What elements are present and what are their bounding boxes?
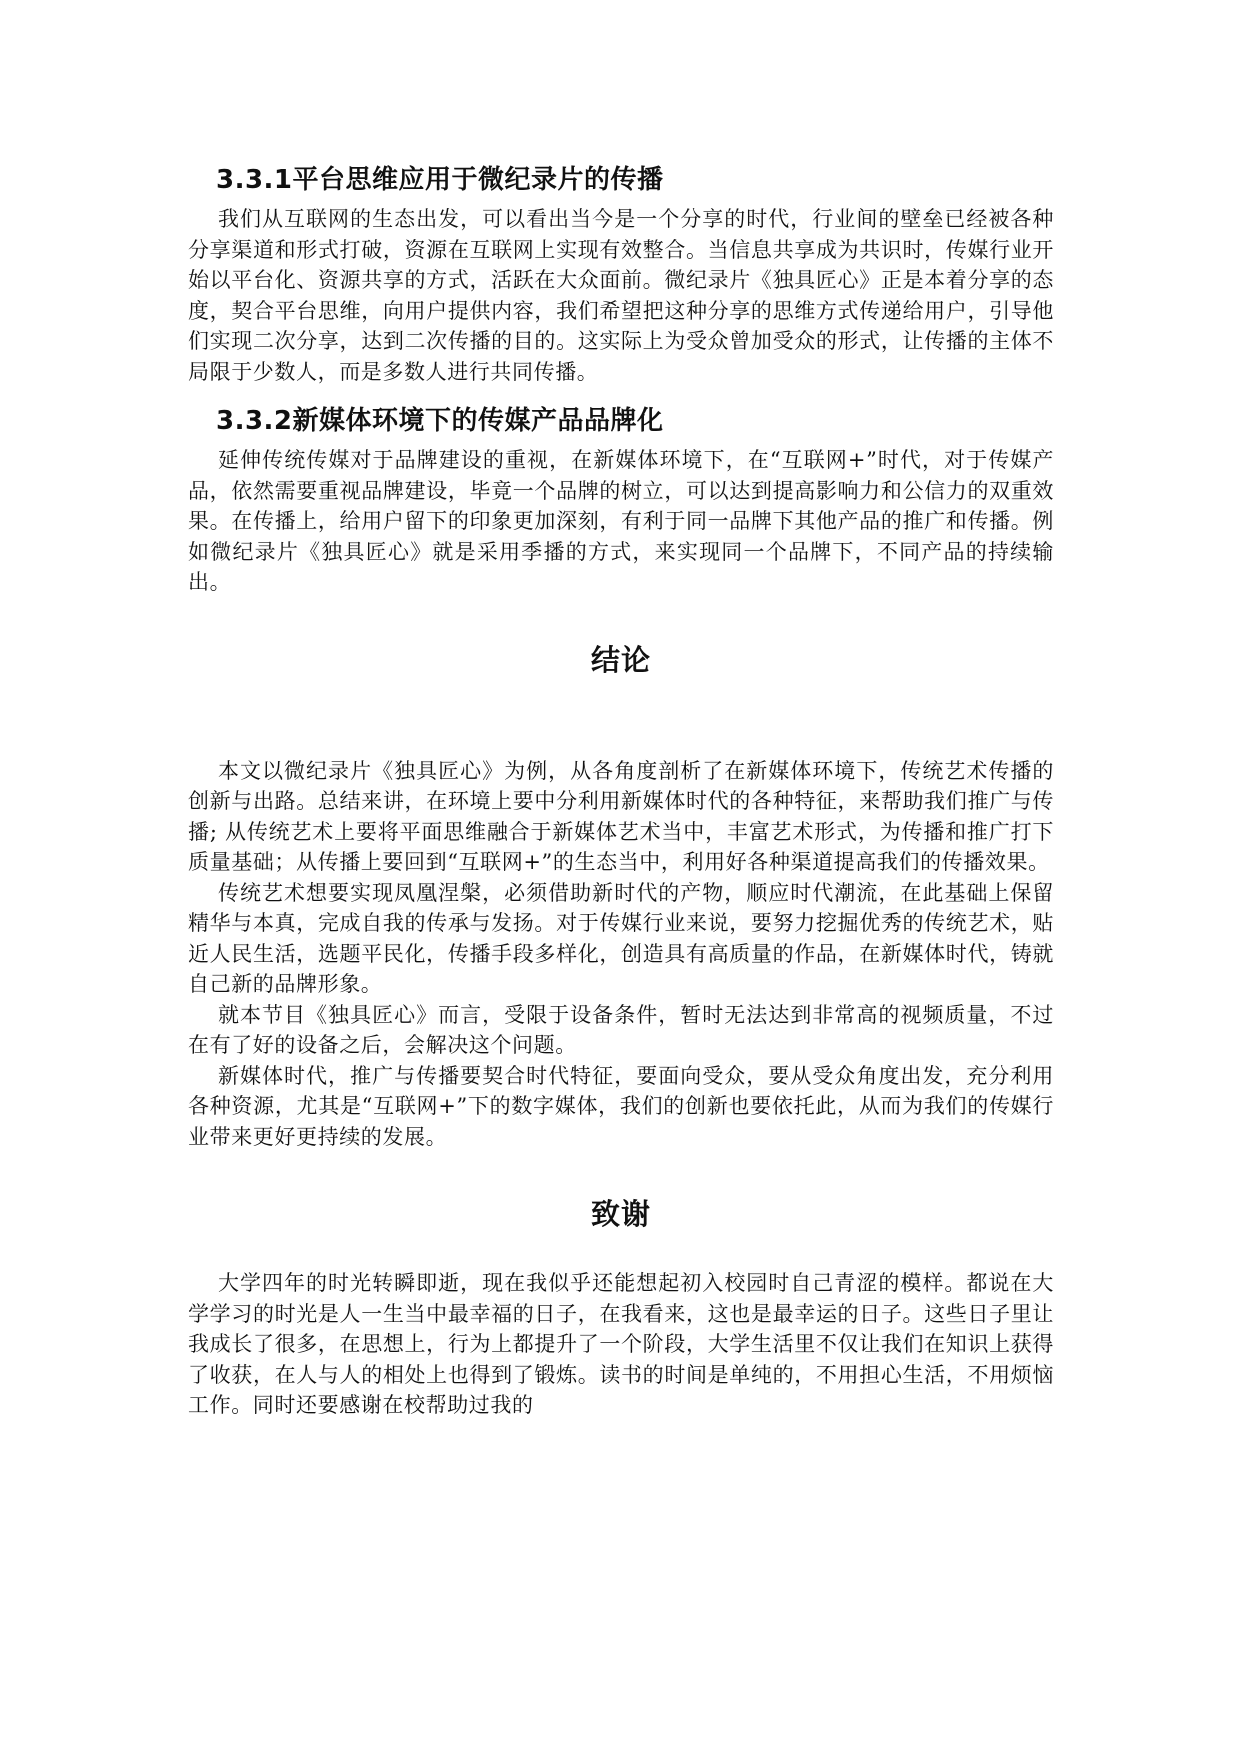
section-paragraph-3-3-2: 延伸传统传媒对于品牌建设的重视，在新媒体环境下，在“互联网+”时代，对于传媒产品，依然需要重视品牌建设，毕竟一个品牌的树立，可以达到提高影响力和公信力的双重效果。在传播上，给用户留下的印象更加深刻，有利于同一品牌下其他产品的推广和传播。例如微纪录片《独具匠心》就是采用季播的方式，来实现同一个品牌下，不同产品的持续输出。 [188,448,1054,594]
conclusion-title: 结论 [590,642,651,677]
conclusion-paragraph: 就本节目《独具匠心》而言，受限于设备条件，暂时无法达到非常高的视频质量，不过在有了好的设备之后，会解决这个问题。 [188,1002,1054,1057]
conclusion-paragraph: 传统艺术想要实现凤凰涅槃，必须借助新时代的产物，顺应时代潮流，在此基础上保留精华与本真，完成自我的传承与发扬。对于传媒行业来说，要努力挖掘优秀的传统艺术，贴近人民生活，选题平民化，传播手段多样化，创造具有高质量的作品，在新媒体时代，铸就自己新的品牌形象。 [188,880,1054,996]
conclusion-paragraph: 新媒体时代，推广与传播要契合时代特征，要面向受众，要从受众角度出发，充分利用各种资源，尤其是“互联网+”下的数字媒体，我们的创新也要依托此，从而为我们的传媒行业带来更好更持续的发展。 [188,1063,1054,1149]
page-content [188,160,1054,1421]
section-paragraph-3-3-1: 我们从互联网的生态出发，可以看出当今是一个分享的时代，行业间的壁垒已经被各种分享渠道和形式打破，资源在互联网上实现有效整合。当信息共享成为共识时，传媒行业开始以平台化、资源共享的方式，活跃在大众面前。微纪录片《独具匠心》正是本着分享的态度，契合平台思维，向用户提供内容，我们希望把这种分享的思维方式传递给用户，引导他们实现二次分享，达到二次传播的目的。这实际上为受众曾加受众的形式，让传播的主体不局限于少数人，而是多数人进行共同传播。 [188,207,1054,384]
section-heading-3-3-2: 3.3.2新媒体环境下的传媒产品品牌化 [216,406,664,436]
acknowledgements-title: 致谢 [590,1197,651,1231]
section-heading-3-3-1: 3.3.1平台思维应用于微纪录片的传播 [216,165,664,195]
conclusion-paragraph: 本文以微纪录片《独具匠心》为例，从各角度剖析了在新媒体环境下，传统艺术传播的创新与出路。总结来讲，在环境上要中分利用新媒体时代的各种特征，来帮助我们推广与传播; 从传统艺术上要将平面思维融合于新媒体艺术当中，丰富艺术形式，为传播和推广打下质量基础；从传播上要回到“互联网+”的生态当中，利用好各种渠道提高我们的传播效果。 [188,758,1054,874]
acknowledgements-paragraph: 大学四年的时光转瞬即逝，现在我似乎还能想起初入校园时自己青涩的模样。都说在大学学习的时光是人一生当中最幸福的日子，在我看来，这也是最幸运的日子。这些日子里让我成长了很多，在思想上，行为上都提升了一个阶段，大学生活里不仅让我们在知识上获得了收获，在人与人的相处上也得到了锻炼。读书的时间是单纯的，不用担心生活，不用烦恼工作。同时还要感谢在校帮助过我的 [188,1271,1054,1417]
